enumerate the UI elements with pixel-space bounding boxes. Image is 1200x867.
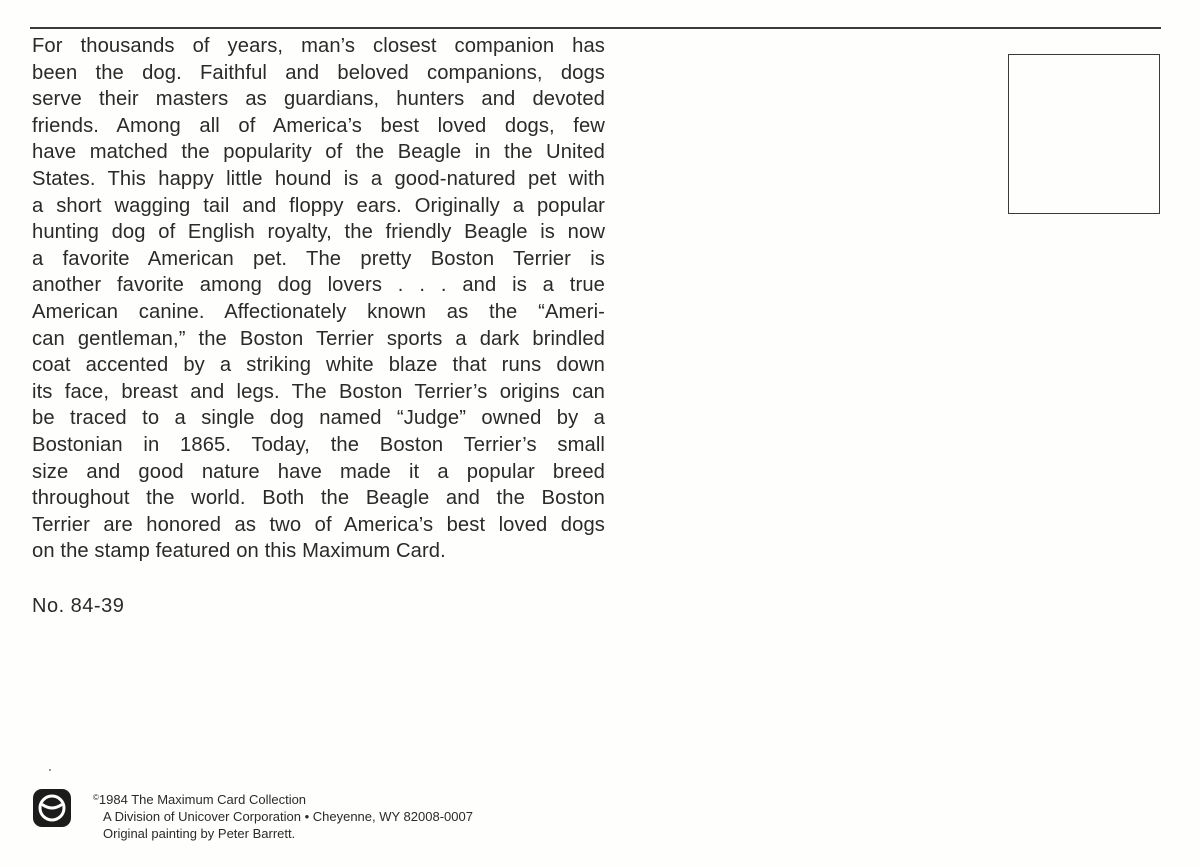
division-line: A Division of Unicover Corporation • Cheyenne, WY 82008-0007 xyxy=(103,809,473,824)
description-line: its face, breast and legs. The Boston Terrier’s origins can xyxy=(32,380,605,403)
unicover-logo-icon xyxy=(32,788,72,828)
print-speck xyxy=(49,769,51,771)
copyright-block xyxy=(93,789,473,842)
painting-credit: Original painting by Peter Barrett. xyxy=(103,826,296,841)
copyright-text: 1984 The Maximum Card Collection xyxy=(98,792,307,807)
description-line: States. This happy little hound is a good-natured pet with xyxy=(32,167,605,190)
copyright-line xyxy=(93,789,473,808)
description-line: size and good nature have made it a popular breed xyxy=(32,460,605,483)
description-line: coat accented by a striking white blaze that runs down xyxy=(32,354,605,377)
description-line: serve their masters as guardians, hunters and devoted xyxy=(32,88,605,111)
stamp-placement-box xyxy=(1008,54,1160,214)
description-line: Terrier are honored as two of America’s best loved dogs xyxy=(32,513,605,536)
description-line: have matched the popularity of the Beagle in the United xyxy=(32,141,605,164)
description-text xyxy=(32,33,605,565)
description-line: been the dog. Faithful and beloved companions, dogs xyxy=(32,61,605,84)
copyright-symbol: © xyxy=(93,793,99,802)
description-line: a favorite American pet. The pretty Boston Terrier is xyxy=(32,247,605,270)
description-line: a short wagging tail and floppy ears. Originally a popular xyxy=(32,194,605,217)
description-line: hunting dog of English royalty, the friendly Beagle is now xyxy=(32,221,605,244)
description-line: on the stamp featured on this Maximum Card. xyxy=(32,540,446,563)
description-line: friends. Among all of America’s best loved dogs, few xyxy=(32,114,605,137)
description-line: another favorite among dog lovers . . . and is a true xyxy=(32,274,605,297)
description-line: be traced to a single dog named “Judge” owned by a xyxy=(32,407,605,430)
description-line: For thousands of years, man’s closest companion has xyxy=(32,35,605,57)
description-line: American canine. Affectionately known as the “Ameri- xyxy=(32,300,605,323)
top-rule xyxy=(30,27,1161,29)
card-number: No. 84-39 xyxy=(32,595,125,617)
description-line: Bostonian in 1865. Today, the Boston Terrier’s small xyxy=(32,433,605,456)
description-line: throughout the world. Both the Beagle and the Boston xyxy=(32,487,605,510)
description-line: can gentleman,” the Boston Terrier sports a dark brindled xyxy=(32,327,605,350)
